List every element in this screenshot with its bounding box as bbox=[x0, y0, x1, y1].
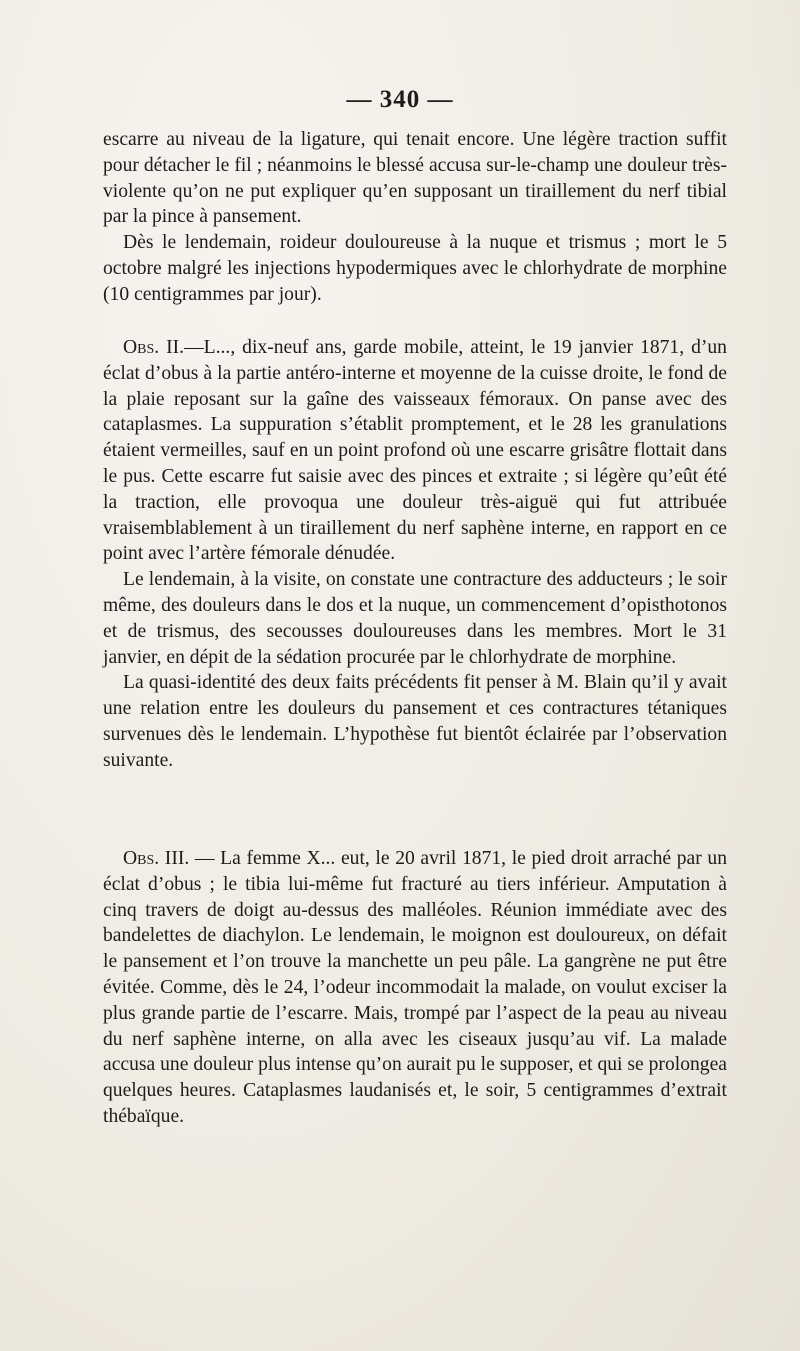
observation-3 bbox=[103, 846, 727, 1130]
continuation-section bbox=[103, 127, 727, 308]
obs2-label: Obs. II. bbox=[123, 337, 185, 358]
paragraph-continuation: escarre au niveau de la ligature, qui tenait encore. Une légère traction suffit pour détacher le fil ; néanmoins le blessé accusa sur-le-champ une douleur très-violente qu’on ne put expliquer qu’en supposant un tiraillement du nerf tibial par la pince à pansement. bbox=[103, 129, 727, 228]
obs3-label: Obs. III. bbox=[123, 848, 190, 869]
obs2-paragraph bbox=[103, 335, 727, 567]
obs2-paragraph-2: Le lendemain, à la visite, on constate une contracture des adducteurs ; le soir même, des douleurs dans le dos et la nuque, un commencement d’opisthotonos et de trismus, des secousses douloureuses dans les membres. Mort le 31 janvier, en dépit de la sédation procurée par le chlorhydrate de morphine. bbox=[103, 569, 727, 668]
obs3-paragraph bbox=[103, 846, 727, 1130]
obs2-text: —L..., dix-neuf ans, garde mobile, atteint, le 19 janvier 1871, d’un éclat d’obus à la partie antéro-interne et moyenne de la cuisse droite, le fond de la plaie reposant sur la gaîne des vaisseaux fémoraux. On panse avec des cataplasmes. La suppuration s’établit promptement, et le 28 les granulations étaient vermeilles, sauf en un point profond où une escarre grisâtre flottait dans le pus. Cette escarre fut saisie avec des pinces et extraite ; si légère qu’eût été la traction, elle provoqua une douleur très-aiguë qui fut attribuée vraisemblablement à un tiraillement du nerf saphène interne, en rapport en ce point avec l’artère fémorale dénudée. bbox=[103, 337, 727, 565]
paragraph-death-obs1: Dès le lendemain, roideur douloureuse à la nuque et trismus ; mort le 5 octobre malgré les injections hypodermiques avec le chlorhydrate de morphine (10 centigrammes par jour). bbox=[103, 232, 727, 305]
obs2-paragraph-3: La quasi-identité des deux faits précédents fit penser à M. Blain qu’il y avait une relation entre les douleurs du pansement et ces contractures tétaniques survenues dès le lendemain. L’hypothèse fut bientôt éclairée par l’observation suivante. bbox=[103, 672, 727, 771]
obs3-text: — La femme X... eut, le 20 avril 1871, le pied droit arraché par un éclat d’obus ; le tibia lui-même fut fracturé au tiers inférieur. Amputation à cinq travers de doigt au-dessus des malléoles. Réunion immédiate avec des bandelettes de diachylon. Le lendemain, le moignon est douloureux, on défait le pansement et l’on trouve la manchette un peu pâle. La gangrène ne put être évitée. Comme, dès le 24, l’odeur incommodait la malade, on voulut exciser la plus grande partie de l’escarre. Mais, trompé par l’aspect de la peau au niveau du nerf saphène interne, on alla avec les ciseaux jusqu’au vif. La malade accusa une douleur plus intense qu’on aurait pu le supposer, et qui se prolongea quelques heures. Cataplasmes laudanisés et, le soir, 5 centigrammes d’extrait thébaïque. bbox=[103, 848, 727, 1127]
page-number: — 340 — bbox=[346, 86, 454, 113]
observation-2 bbox=[103, 335, 727, 774]
